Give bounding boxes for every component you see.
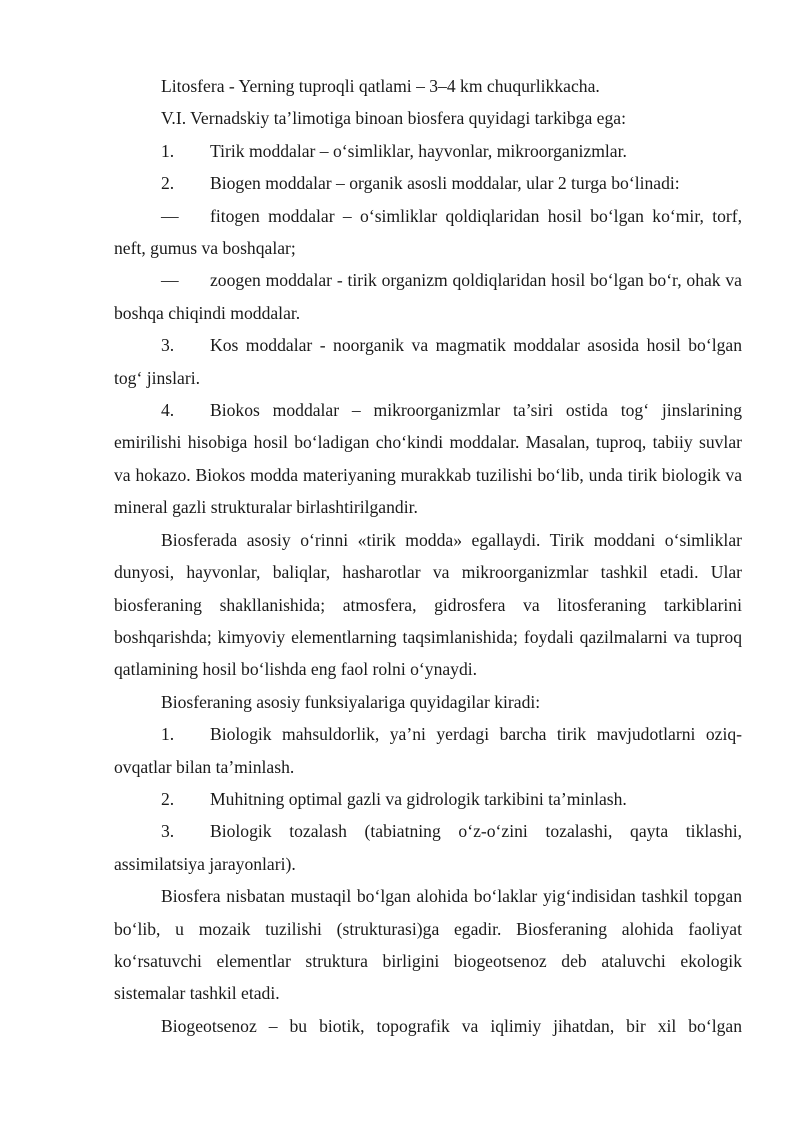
list-number: 3.	[161, 821, 175, 842]
list-item-text: Biologik mahsuldorlik, ya’ni yerdagi barcha tirik mavjudotlarni oziq-ovqatlar bilan ta’minlash.	[114, 724, 742, 777]
paragraph-litosfera	[114, 70, 742, 102]
dash-item-text: zoogen moddalar - tirik organizm qoldiqlaridan hosil bo‘lgan bo‘r, ohak va boshqa chiqindi moddalar.	[114, 270, 742, 323]
list-item-text: Muhitning optimal gazli va gidrologik tarkibini ta’minlash.	[210, 788, 627, 809]
paragraph-text: Litosfera - Yerning tuproqli qatlami – 3–4 km chuqurlikkacha.	[161, 76, 600, 96]
dash-item-text: fitogen moddalar – o‘simliklar qoldiqlaridan hosil bo‘lgan ko‘mir, torf, neft, gumus va boshqalar;	[114, 205, 742, 259]
paragraph-text: V.I. Vernadskiy ta’limotiga binoan biosfera quyidagi tarkibga ega:	[161, 108, 626, 129]
document-page	[114, 70, 742, 1042]
list-item-muhit-tarkibi	[114, 783, 742, 815]
dash-marker: —	[161, 270, 179, 291]
list-number: 4.	[161, 400, 175, 421]
paragraph-funksiyalar	[114, 686, 742, 718]
paragraph-mozaik-tuzilish	[114, 880, 742, 1010]
list-item-text: Tirik moddalar – o‘simliklar, hayvonlar, mikroorganizmlar.	[210, 140, 627, 161]
dash-marker: —	[161, 205, 179, 226]
list-number: 2.	[161, 788, 175, 809]
list-number: 2.	[161, 173, 175, 194]
paragraph-text: Biosferada asosiy o‘rinni «tirik modda» egallaydi. Tirik moddani o‘simliklar dunyosi, hayvonlar, baliqlar, hasharotlar va mikroorganizmlar tashkil etadi. Ular biosferaning shakllanishida; atmosfera, gidrosfera va litosferaning tarkiblarini boshqarishda; kimyoviy elementlarning taqsimlanishida; foydali qazilmalarni va tuproq qatlamining hosil bo‘lishda eng faol rolni o‘ynaydi.	[114, 529, 742, 680]
paragraph-text: Biogeotsenoz – bu biotik, topografik va iqlimiy jihatdan, bir xil bo‘lgan	[161, 1015, 742, 1036]
list-item-text: Kos moddalar - noorganik va magmatik moddalar asosida hosil bo‘lgan tog‘ jinslari.	[114, 335, 742, 388]
list-item-biologik-tozalash	[114, 815, 742, 880]
list-item-biogen-moddalar	[114, 167, 742, 199]
paragraph-text: Biosferaning asosiy funksiyalariga quyidagilar kiradi:	[161, 691, 541, 712]
paragraph-text: Biosfera nisbatan mustaqil bo‘lgan alohida bo‘laklar yig‘indisidan tashkil topgan bo‘lib, u mozaik tuzilishi (strukturasi)ga egadir. Biosferaning alohida faoliyat ko‘rsatuvchi elementlar struktura birligini biogeotsenoz deb ataluvchi ekologik sistemalar tashkil etadi.	[114, 886, 742, 1004]
list-item-biokos-moddalar	[114, 394, 742, 524]
paragraph-vernadskiy	[114, 102, 742, 134]
list-item-biologik-mahsuldorlik	[114, 718, 742, 783]
list-item-text: Biogen moddalar – organik asosli moddalar, ular 2 turga bo‘linadi:	[210, 173, 680, 194]
list-item-kos-moddalar	[114, 329, 742, 394]
list-number: 3.	[161, 335, 175, 356]
list-number: 1.	[161, 140, 175, 161]
list-item-text: Biologik tozalash (tabiatning o‘z-o‘zini tozalashi, qayta tiklashi, assimilatsiya jarayonlari).	[114, 821, 742, 874]
paragraph-biogeotsenoz	[114, 1010, 742, 1042]
list-number: 1.	[161, 724, 175, 745]
list-item-tirik-moddalar	[114, 135, 742, 167]
paragraph-tirik-modda	[114, 524, 742, 686]
list-item-text: Biokos moddalar – mikroorganizmlar ta’siri ostida tog‘ jinslarining emirilishi hisobiga hosil bo‘ladigan cho‘kindi moddalar. Masalan, tuproq, tabiiy suvlar va hokazo. Biokos modda materiyaning murakkab tuzilishi bo‘lib, unda tirik biologik va mineral gazli strukturalar birlashtirilgandir.	[114, 400, 742, 518]
dash-item-fitogen	[114, 200, 742, 265]
dash-item-zoogen	[114, 264, 742, 329]
